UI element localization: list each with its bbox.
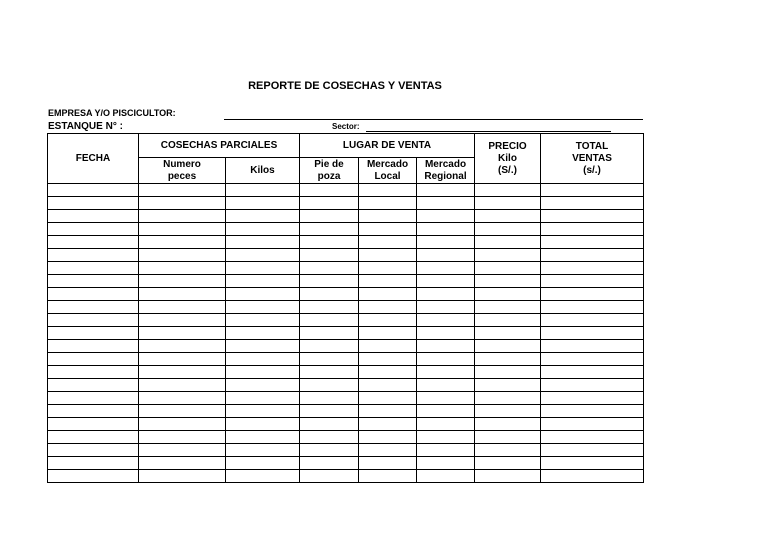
table-cell[interactable] — [417, 249, 475, 262]
table-cell[interactable] — [359, 444, 417, 457]
table-cell[interactable] — [541, 340, 644, 353]
header-precio-kilo: PRECIO Kilo (S/.) — [475, 134, 541, 184]
table-cell[interactable] — [475, 431, 541, 444]
table-cell[interactable] — [300, 197, 359, 210]
table-cell[interactable] — [226, 197, 300, 210]
table-row — [48, 470, 644, 483]
table-cell[interactable] — [417, 431, 475, 444]
table-cell[interactable] — [359, 353, 417, 366]
table-cell[interactable] — [139, 184, 226, 197]
table-cell[interactable] — [48, 418, 139, 431]
empresa-field-line[interactable] — [224, 119, 643, 120]
empresa-label: EMPRESA Y/O PISCICULTOR: — [48, 108, 176, 118]
table-row — [48, 379, 644, 392]
table-cell[interactable] — [226, 366, 300, 379]
table-cell[interactable] — [300, 470, 359, 483]
table-cell[interactable] — [139, 288, 226, 301]
table-cell[interactable] — [226, 340, 300, 353]
table-cell[interactable] — [300, 353, 359, 366]
table-cell[interactable] — [48, 275, 139, 288]
table-cell[interactable] — [475, 418, 541, 431]
table-cell[interactable] — [300, 457, 359, 470]
table-cell[interactable] — [475, 379, 541, 392]
table-cell[interactable] — [226, 314, 300, 327]
table-cell[interactable] — [48, 444, 139, 457]
table-cell[interactable] — [300, 210, 359, 223]
header-mercado-regional: Mercado Regional — [417, 158, 475, 184]
table-cell[interactable] — [226, 184, 300, 197]
header-pie-de-poza: Pie de poza — [300, 158, 359, 184]
table-cell[interactable] — [48, 197, 139, 210]
table-cell[interactable] — [475, 223, 541, 236]
table-cell[interactable] — [417, 262, 475, 275]
table-cell[interactable] — [541, 223, 644, 236]
table-cell[interactable] — [300, 431, 359, 444]
table-cell[interactable] — [48, 262, 139, 275]
table-cell[interactable] — [541, 353, 644, 366]
table-cell[interactable] — [300, 418, 359, 431]
table-cell[interactable] — [359, 405, 417, 418]
table-cell[interactable] — [48, 379, 139, 392]
table-cell[interactable] — [300, 288, 359, 301]
table-cell[interactable] — [475, 366, 541, 379]
table-cell[interactable] — [48, 431, 139, 444]
table-cell[interactable] — [226, 288, 300, 301]
table-cell[interactable] — [48, 184, 139, 197]
table-cell[interactable] — [48, 457, 139, 470]
table-cell[interactable] — [359, 327, 417, 340]
table-cell[interactable] — [417, 418, 475, 431]
table-row — [48, 418, 644, 431]
table-row — [48, 457, 644, 470]
table-row — [48, 353, 644, 366]
table-cell[interactable] — [300, 366, 359, 379]
table-cell[interactable] — [359, 197, 417, 210]
table-cell[interactable] — [226, 353, 300, 366]
table-cell[interactable] — [300, 314, 359, 327]
table-cell[interactable] — [48, 288, 139, 301]
table-cell[interactable] — [48, 366, 139, 379]
table-cell[interactable] — [48, 405, 139, 418]
table-cell[interactable] — [475, 353, 541, 366]
table-cell[interactable] — [300, 327, 359, 340]
table-row — [48, 314, 644, 327]
table-cell[interactable] — [359, 288, 417, 301]
table-cell[interactable] — [300, 184, 359, 197]
table-cell[interactable] — [417, 444, 475, 457]
table-cell[interactable] — [475, 210, 541, 223]
table-cell[interactable] — [417, 210, 475, 223]
table-cell[interactable] — [139, 262, 226, 275]
estanque-label: ESTANQUE N° : — [48, 121, 123, 132]
table-cell[interactable] — [475, 249, 541, 262]
table-cell[interactable] — [541, 431, 644, 444]
table-cell[interactable] — [417, 288, 475, 301]
table-cell[interactable] — [226, 262, 300, 275]
header-numero-peces: Numero peces — [139, 158, 226, 184]
table-cell[interactable] — [475, 444, 541, 457]
table-cell[interactable] — [417, 392, 475, 405]
table-cell[interactable] — [541, 288, 644, 301]
table-cell[interactable] — [226, 470, 300, 483]
table-cell[interactable] — [139, 353, 226, 366]
table-cell[interactable] — [475, 301, 541, 314]
table-cell[interactable] — [417, 236, 475, 249]
table-cell[interactable] — [139, 431, 226, 444]
table-cell[interactable] — [139, 197, 226, 210]
table-cell[interactable] — [139, 327, 226, 340]
table-cell[interactable] — [48, 340, 139, 353]
table-cell[interactable] — [541, 301, 644, 314]
table-cell[interactable] — [226, 418, 300, 431]
table-cell[interactable] — [48, 392, 139, 405]
table-cell[interactable] — [475, 392, 541, 405]
header-fecha: FECHA — [48, 134, 139, 184]
table-cell[interactable] — [226, 457, 300, 470]
table-cell[interactable] — [417, 184, 475, 197]
table-cell[interactable] — [139, 275, 226, 288]
table-cell[interactable] — [417, 405, 475, 418]
table-cell[interactable] — [541, 236, 644, 249]
table-cell[interactable] — [475, 262, 541, 275]
table-cell[interactable] — [139, 301, 226, 314]
table-cell[interactable] — [139, 379, 226, 392]
table-cell[interactable] — [417, 353, 475, 366]
table-cell[interactable] — [300, 405, 359, 418]
table-cell[interactable] — [359, 262, 417, 275]
table-cell[interactable] — [226, 431, 300, 444]
table-cell[interactable] — [48, 236, 139, 249]
table-cell[interactable] — [139, 314, 226, 327]
table-cell[interactable] — [359, 210, 417, 223]
table-cell[interactable] — [417, 275, 475, 288]
header-kilos: Kilos — [226, 158, 300, 184]
table-row — [48, 197, 644, 210]
table-cell[interactable] — [48, 223, 139, 236]
table-cell[interactable] — [541, 405, 644, 418]
table-cell[interactable] — [359, 340, 417, 353]
table-cell[interactable] — [541, 379, 644, 392]
table-cell[interactable] — [139, 236, 226, 249]
table-cell[interactable] — [541, 470, 644, 483]
table-cell[interactable] — [541, 418, 644, 431]
table-cell[interactable] — [541, 457, 644, 470]
table-row — [48, 392, 644, 405]
table-cell[interactable] — [541, 210, 644, 223]
table-cell[interactable] — [359, 184, 417, 197]
table-cell[interactable] — [541, 366, 644, 379]
table-cell[interactable] — [300, 444, 359, 457]
table-cell[interactable] — [475, 197, 541, 210]
table-cell[interactable] — [475, 275, 541, 288]
table-row — [48, 223, 644, 236]
table-cell[interactable] — [417, 470, 475, 483]
header-total-ventas: TOTAL VENTAS (s/.) — [541, 134, 644, 184]
table-cell[interactable] — [139, 392, 226, 405]
table-cell[interactable] — [359, 379, 417, 392]
table-cell[interactable] — [541, 327, 644, 340]
harvest-sales-table — [47, 133, 644, 483]
table-cell[interactable] — [139, 366, 226, 379]
header-cosechas-parciales: COSECHAS PARCIALES — [139, 134, 300, 158]
table-row — [48, 236, 644, 249]
table-cell[interactable] — [139, 405, 226, 418]
table-cell[interactable] — [226, 249, 300, 262]
table-cell[interactable] — [139, 470, 226, 483]
table-cell[interactable] — [541, 249, 644, 262]
table-cell[interactable] — [139, 444, 226, 457]
table-cell[interactable] — [300, 392, 359, 405]
table-cell[interactable] — [300, 379, 359, 392]
table-cell[interactable] — [48, 314, 139, 327]
table-row — [48, 431, 644, 444]
table-cell[interactable] — [359, 431, 417, 444]
table-row — [48, 366, 644, 379]
table-cell[interactable] — [417, 457, 475, 470]
table-cell[interactable] — [359, 249, 417, 262]
table-cell[interactable] — [359, 392, 417, 405]
table-cell[interactable] — [359, 470, 417, 483]
sector-field-line[interactable] — [366, 131, 611, 132]
table-cell[interactable] — [300, 275, 359, 288]
table-cell[interactable] — [300, 340, 359, 353]
table-cell[interactable] — [541, 444, 644, 457]
table-cell[interactable] — [226, 275, 300, 288]
table-cell[interactable] — [541, 262, 644, 275]
table-body — [48, 184, 644, 483]
table-cell[interactable] — [300, 262, 359, 275]
table-cell[interactable] — [541, 184, 644, 197]
table-cell[interactable] — [417, 379, 475, 392]
table-cell[interactable] — [475, 327, 541, 340]
table-cell[interactable] — [417, 366, 475, 379]
table-cell[interactable] — [475, 184, 541, 197]
table-row — [48, 340, 644, 353]
table-cell[interactable] — [226, 327, 300, 340]
table-cell[interactable] — [226, 223, 300, 236]
table-cell[interactable] — [226, 405, 300, 418]
table-row — [48, 249, 644, 262]
table-row — [48, 275, 644, 288]
table-cell[interactable] — [48, 249, 139, 262]
table-cell[interactable] — [417, 340, 475, 353]
table-row — [48, 262, 644, 275]
table-cell[interactable] — [300, 249, 359, 262]
header-mercado-local: Mercado Local — [359, 158, 417, 184]
table-cell[interactable] — [139, 249, 226, 262]
table-cell[interactable] — [417, 314, 475, 327]
table-cell[interactable] — [48, 353, 139, 366]
table-cell[interactable] — [226, 392, 300, 405]
table-cell[interactable] — [226, 210, 300, 223]
table-cell[interactable] — [300, 223, 359, 236]
table-row — [48, 210, 644, 223]
table-cell[interactable] — [359, 236, 417, 249]
table-cell[interactable] — [359, 314, 417, 327]
table-cell[interactable] — [226, 444, 300, 457]
table-cell[interactable] — [139, 210, 226, 223]
table-cell[interactable] — [475, 470, 541, 483]
table-cell[interactable] — [359, 457, 417, 470]
table-cell[interactable] — [139, 457, 226, 470]
table-row — [48, 184, 644, 197]
table-cell[interactable] — [300, 236, 359, 249]
table-cell[interactable] — [359, 223, 417, 236]
table-cell[interactable] — [139, 418, 226, 431]
table-cell[interactable] — [417, 223, 475, 236]
table-cell[interactable] — [48, 470, 139, 483]
table-cell[interactable] — [48, 327, 139, 340]
table-cell[interactable] — [48, 301, 139, 314]
header-lugar-de-venta: LUGAR DE VENTA — [300, 134, 475, 158]
table-cell[interactable] — [417, 301, 475, 314]
table-row — [48, 288, 644, 301]
table-cell[interactable] — [359, 418, 417, 431]
table-cell[interactable] — [475, 236, 541, 249]
table-row — [48, 327, 644, 340]
table-row — [48, 301, 644, 314]
table-cell[interactable] — [475, 405, 541, 418]
table-cell[interactable] — [541, 314, 644, 327]
table-cell[interactable] — [359, 366, 417, 379]
table-cell[interactable] — [300, 301, 359, 314]
table-cell[interactable] — [475, 288, 541, 301]
table-row — [48, 444, 644, 457]
table-cell[interactable] — [226, 236, 300, 249]
table-row — [48, 405, 644, 418]
table-cell[interactable] — [541, 392, 644, 405]
table-cell[interactable] — [417, 197, 475, 210]
table-cell[interactable] — [475, 457, 541, 470]
table-cell[interactable] — [475, 340, 541, 353]
table-cell[interactable] — [359, 275, 417, 288]
table-cell[interactable] — [139, 340, 226, 353]
table-cell[interactable] — [541, 275, 644, 288]
table-cell[interactable] — [226, 301, 300, 314]
table-cell[interactable] — [48, 210, 139, 223]
table-cell[interactable] — [226, 379, 300, 392]
table-cell[interactable] — [541, 197, 644, 210]
table-cell[interactable] — [475, 314, 541, 327]
table-cell[interactable] — [139, 223, 226, 236]
sector-label: Sector: — [332, 122, 360, 131]
report-title: REPORTE DE COSECHAS Y VENTAS — [248, 80, 442, 92]
table-cell[interactable] — [359, 301, 417, 314]
table-cell[interactable] — [417, 327, 475, 340]
